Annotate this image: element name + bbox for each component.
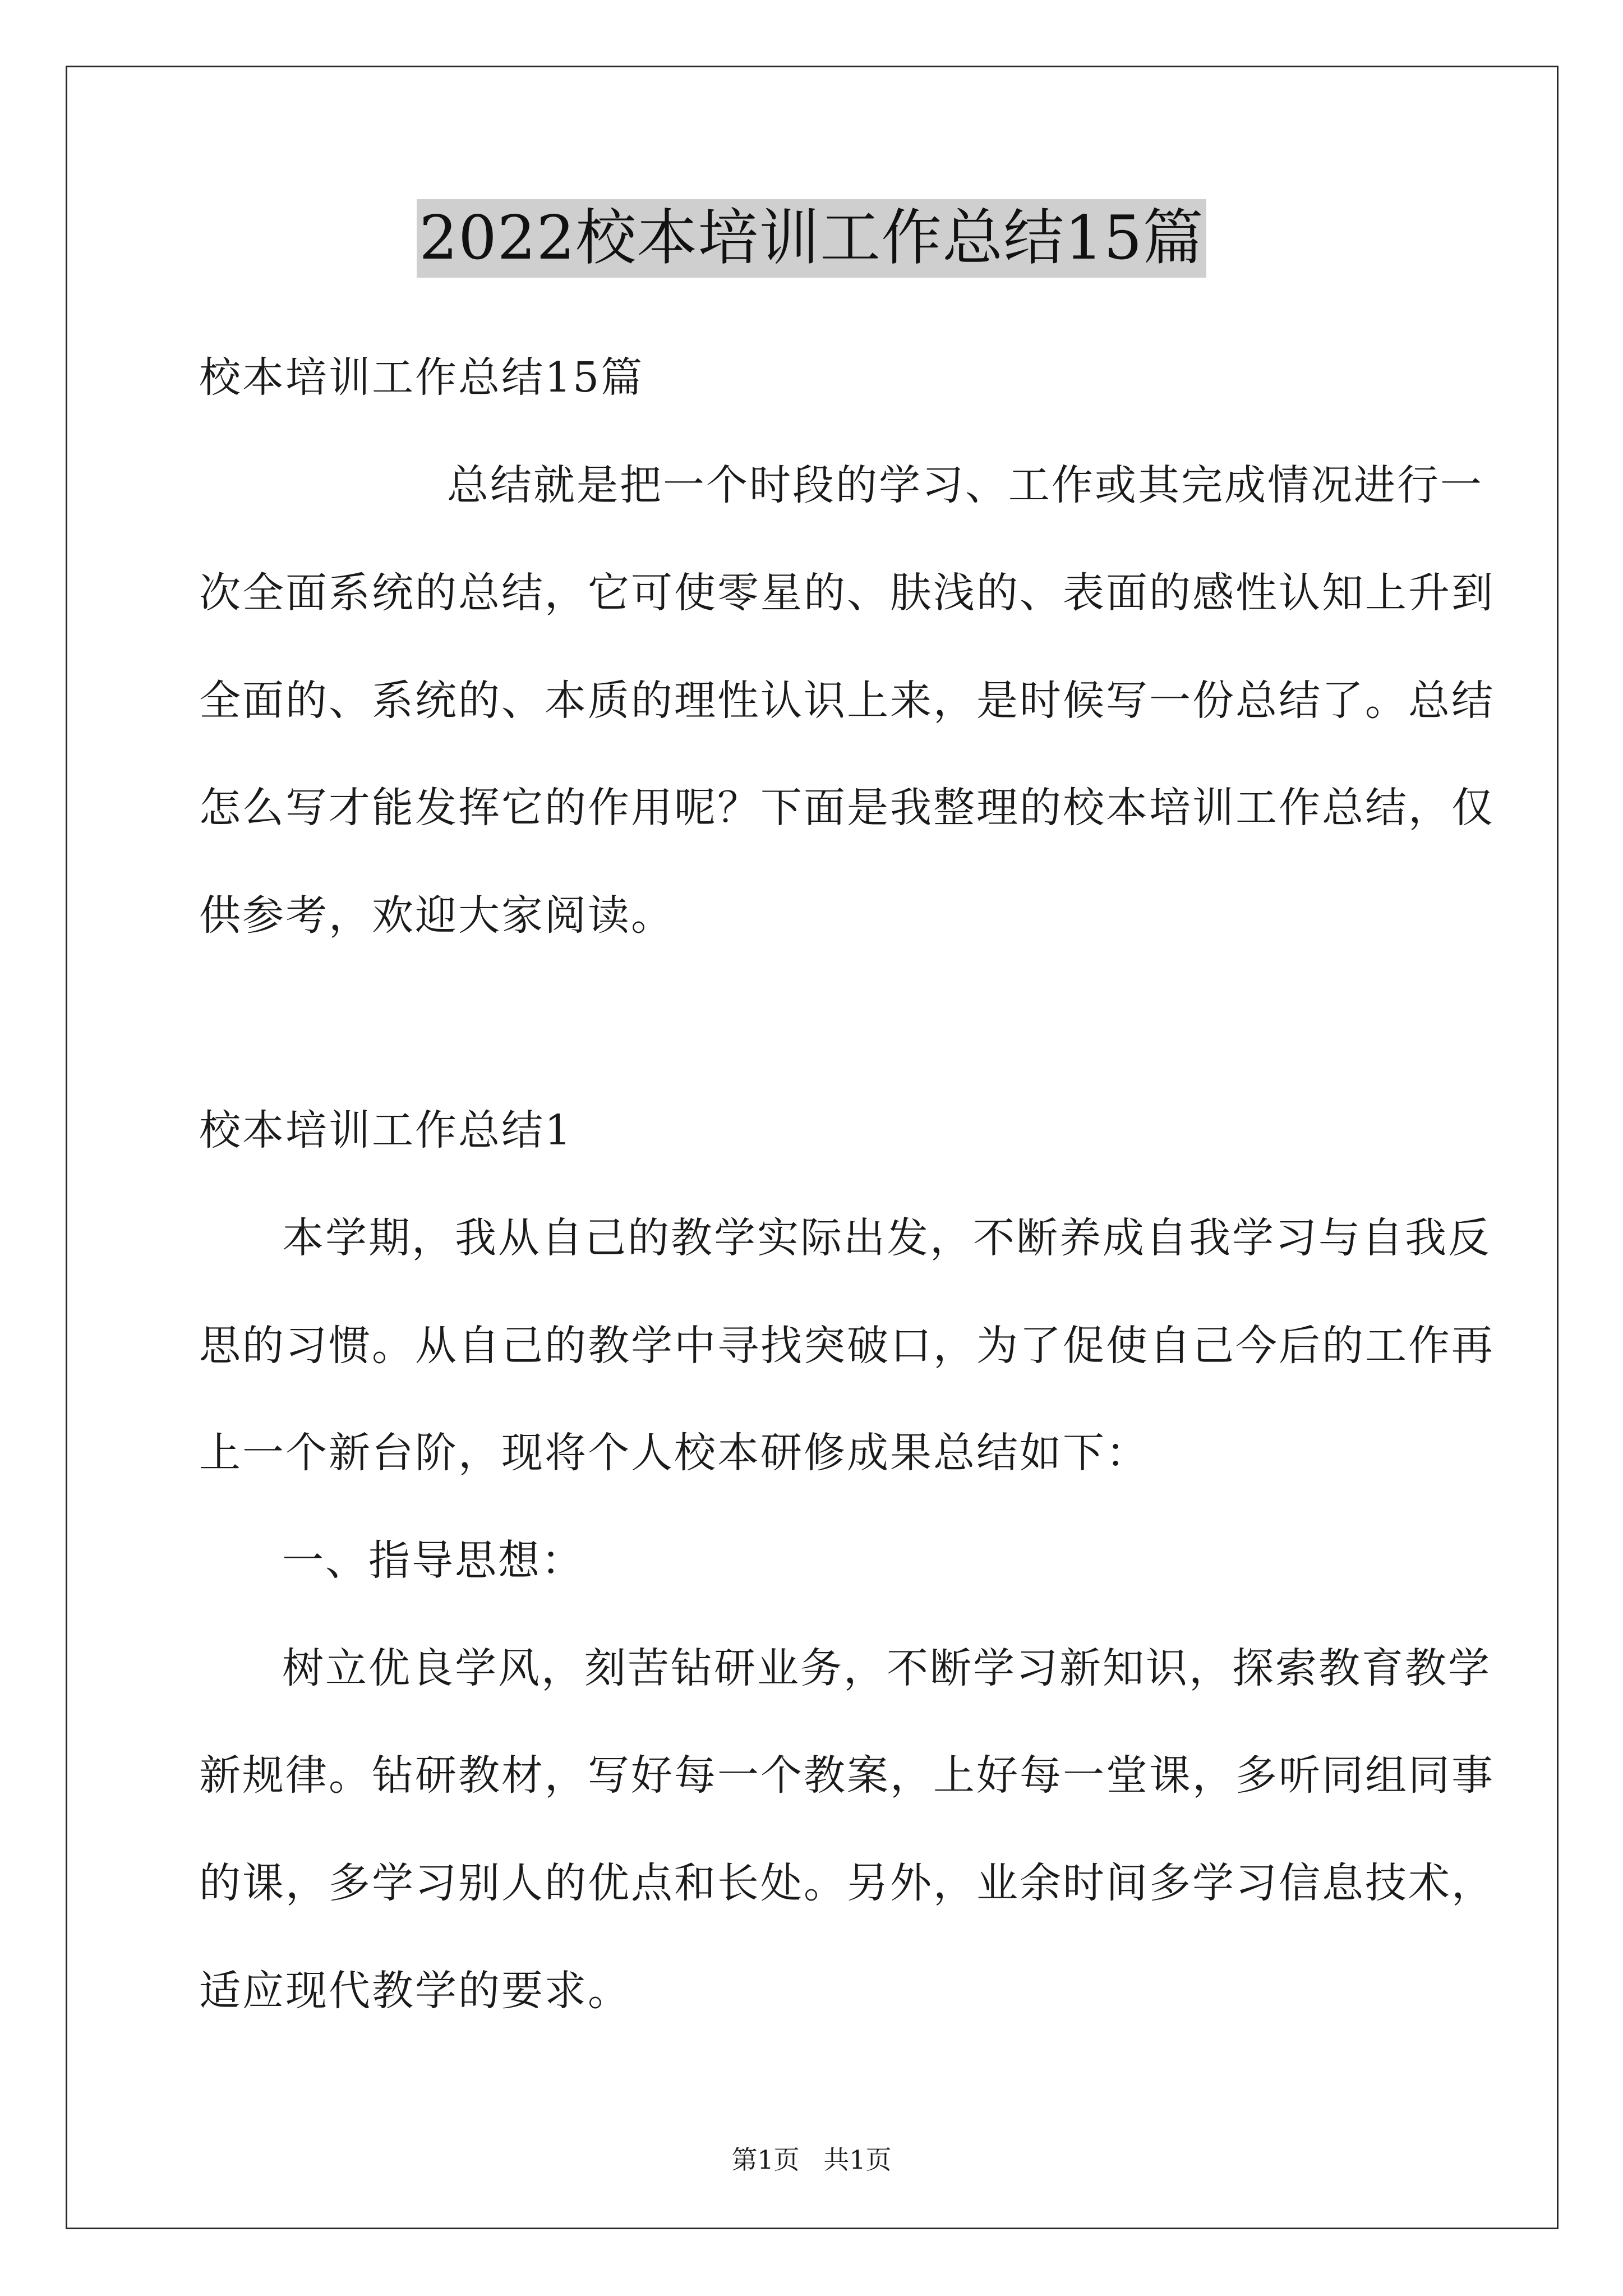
section-p1-line-3: 上一个新台阶，现将个人校本研修成果总结如下： — [199, 1429, 1149, 1477]
section-p2-line-2: 新规律。钻研教材，写好每一个教案，上好每一堂课，多听同组同事 — [199, 1751, 1495, 1800]
subheading-guiding-idea: 一、指导思想： — [282, 1536, 584, 1585]
page-current-label: 第1页 — [731, 2145, 800, 2175]
intro-line-2: 次全面系统的总结，它可使零星的、肤浅的、表面的感性认知上升到 — [199, 569, 1495, 617]
intro-line-4: 怎么写才能发挥它的作用呢？下面是我整理的校本培训工作总结，仅 — [199, 784, 1495, 832]
page-footer — [0, 2143, 1623, 2177]
section-p1-line-1: 本学期，我从自己的教学实际出发，不断养成自我学习与自我反 — [282, 1214, 1491, 1262]
title-container — [0, 199, 1623, 278]
page-total-label: 共1页 — [823, 2145, 892, 2175]
section-heading: 校本培训工作总结1 — [199, 1106, 573, 1154]
section-p2-line-4: 适应现代教学的要求。 — [199, 1967, 631, 2015]
intro-line-5: 供参考，欢迎大家阅读。 — [199, 891, 674, 940]
intro-line-3: 全面的、系统的、本质的理性认识上来，是时候写一份总结了。总结 — [199, 677, 1495, 725]
document-subtitle: 校本培训工作总结15篇 — [199, 353, 644, 402]
section-p2-line-3: 的课，多学习别人的优点和长处。另外，业余时间多学习信息技术， — [199, 1859, 1495, 1907]
section-p1-line-2: 思的习惯。从自己的教学中寻找突破口，为了促使自己今后的工作再 — [199, 1322, 1495, 1370]
intro-line-1: 总结就是把一个时段的学习、工作或其完成情况进行一 — [447, 461, 1483, 509]
document-title: 2022校本培训工作总结15篇 — [417, 199, 1206, 278]
section-p2-line-1: 树立优良学风，刻苦钻研业务，不断学习新知识，探索教育教学 — [282, 1644, 1491, 1692]
